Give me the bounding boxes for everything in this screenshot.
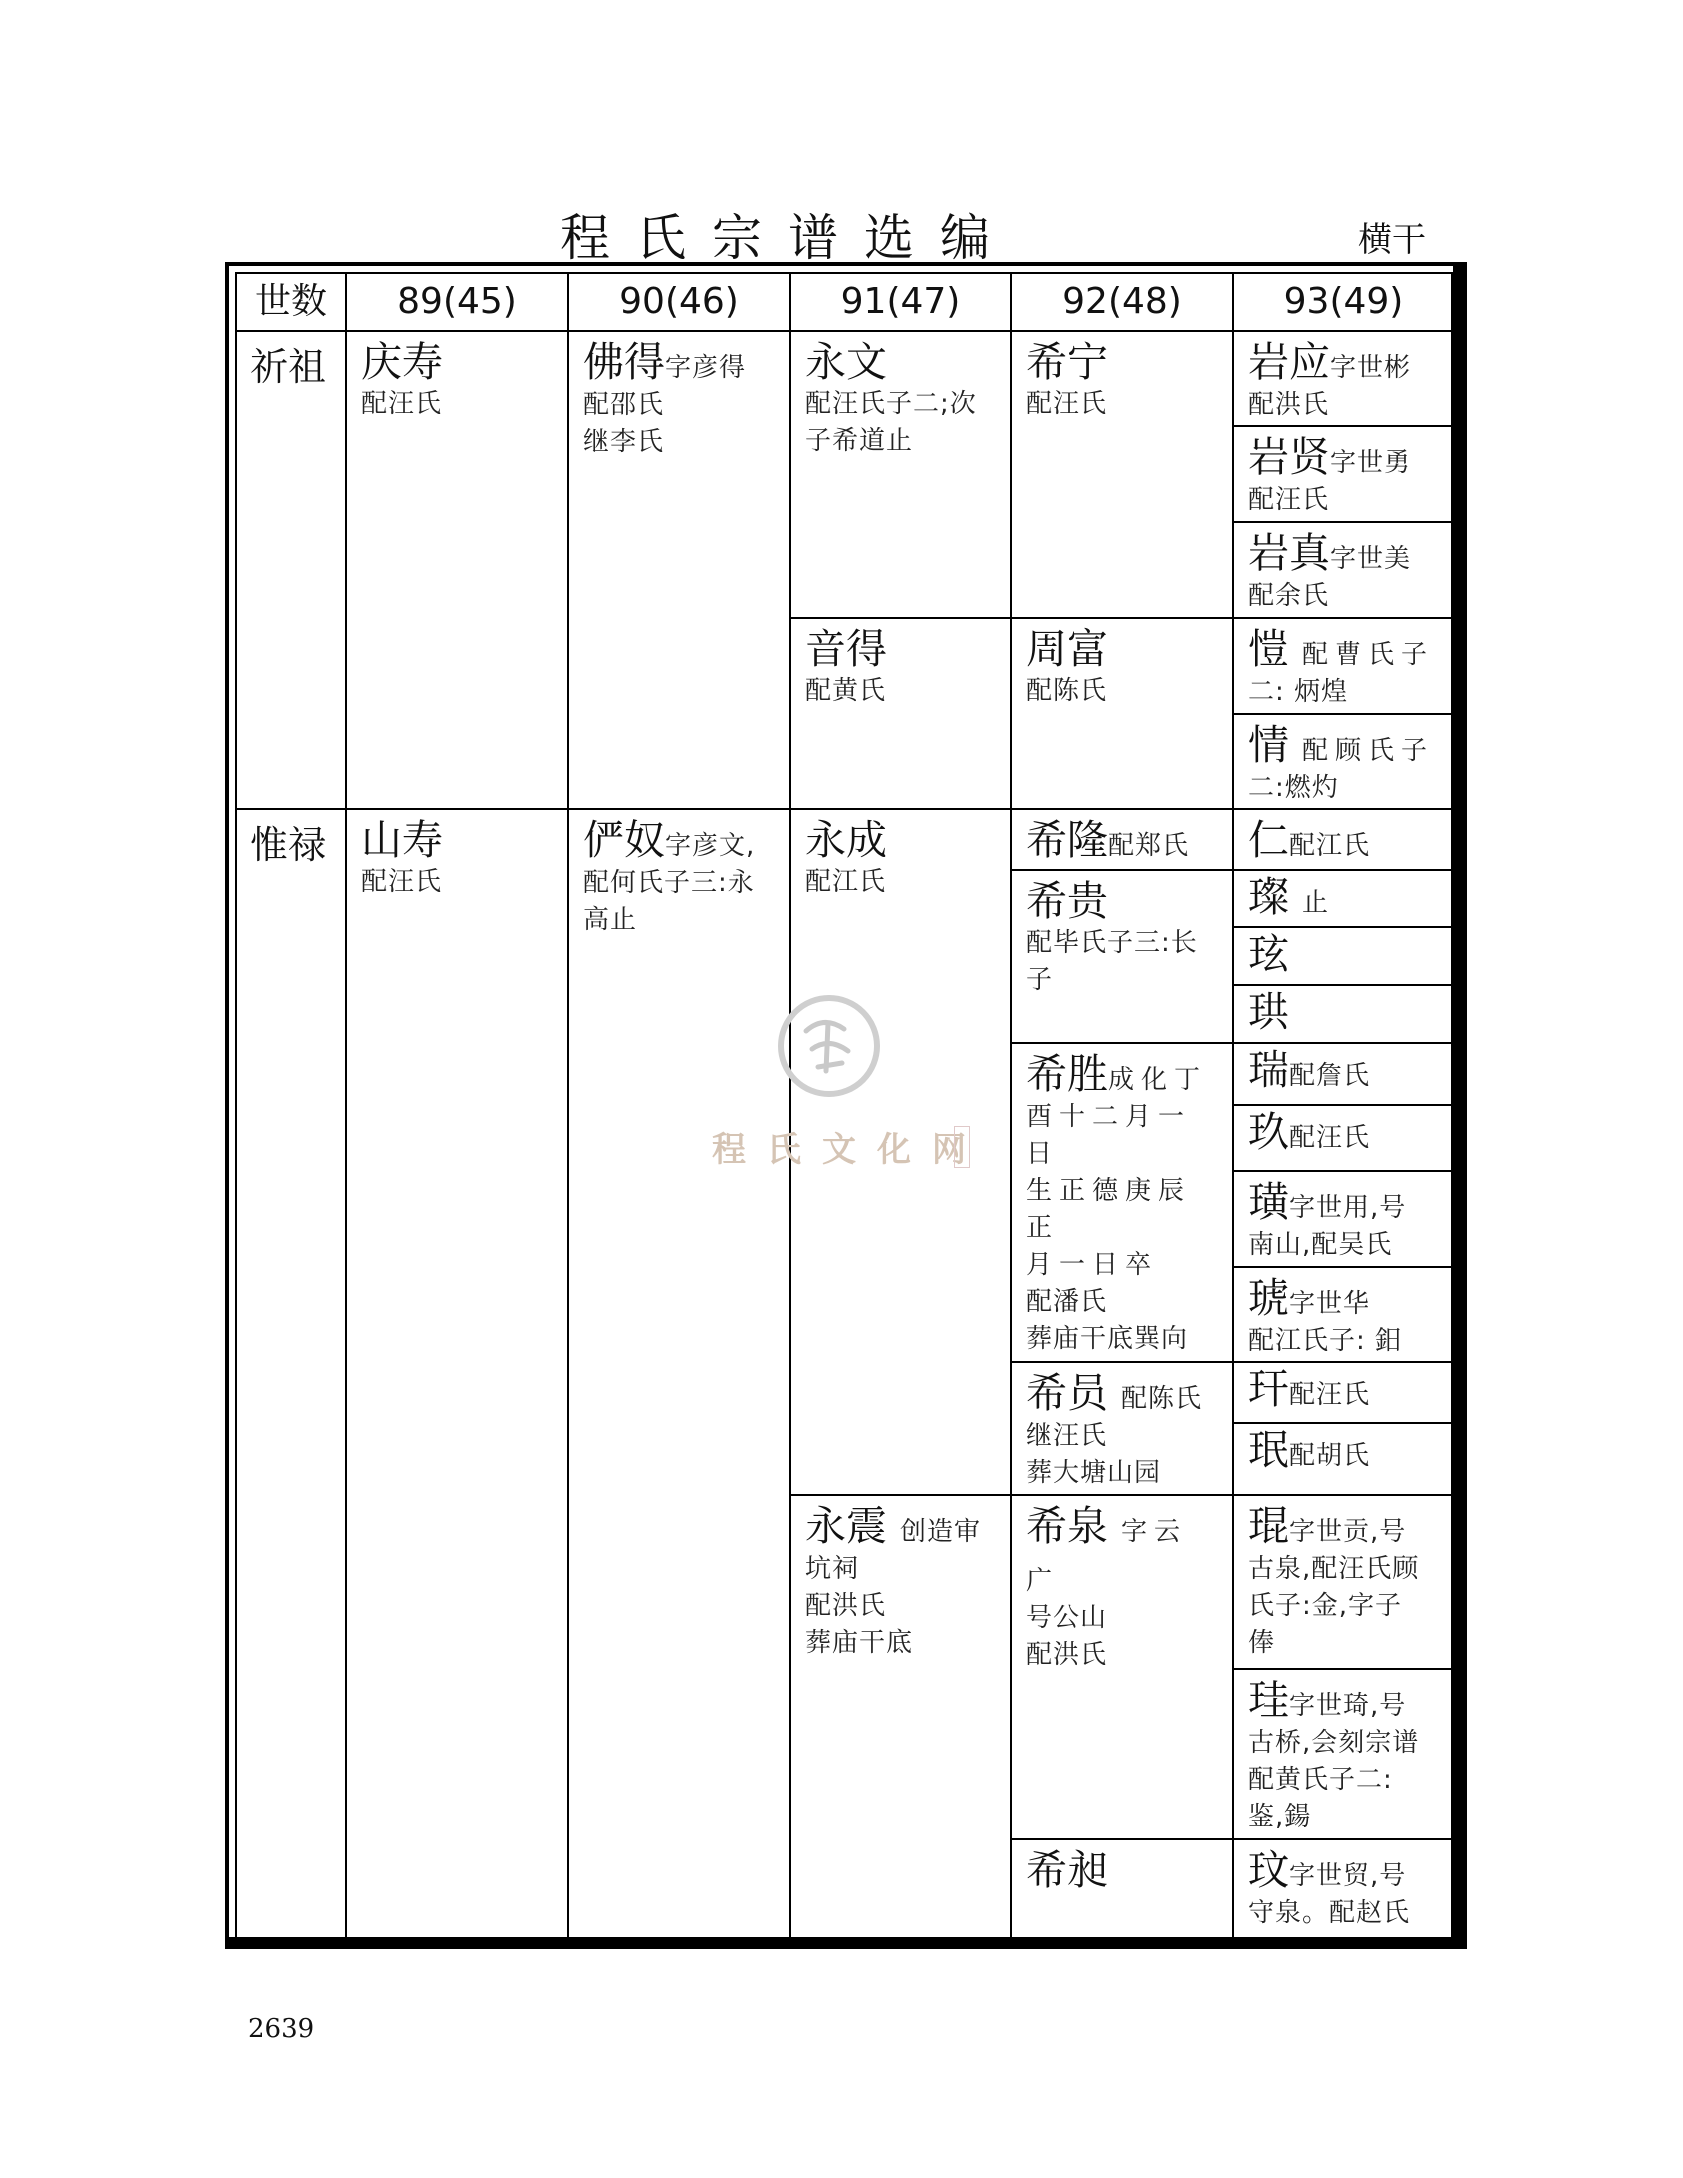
person-note: 继李氏 [583, 427, 665, 457]
person-note: 配黄氏子二: [1248, 1765, 1393, 1795]
person-name: 珪 [1248, 1676, 1289, 1724]
entry-cell [1012, 1044, 1232, 1358]
person-name: 珉 [1248, 1426, 1289, 1474]
person-name: 岩贤 [1248, 433, 1330, 481]
column-divider [345, 272, 347, 1940]
person-note: 字世贸,号 [1289, 1861, 1407, 1891]
column-header: 91(47) [840, 281, 961, 322]
person-note: 配郑氏 [1108, 831, 1190, 861]
person-name: 玹 [1248, 930, 1289, 978]
person-name: 希胜 [1026, 1050, 1108, 1098]
entry-cell [1012, 810, 1232, 865]
person-note: 配潘氏 [1026, 1287, 1108, 1317]
person-note: 字云广 [1026, 1517, 1188, 1596]
entry-cell [1234, 1840, 1453, 1932]
person-note: 配邵氏 [583, 390, 665, 420]
person-note: 配汪氏子二;次 [805, 389, 977, 419]
person-name: 岩应 [1248, 338, 1330, 386]
person-name: 玟 [1248, 1846, 1289, 1894]
person-name: 希泉 [1026, 1502, 1108, 1550]
entry-cell [1234, 1172, 1453, 1264]
person-name: 璜 [1248, 1178, 1289, 1226]
person-name: 琥 [1248, 1274, 1289, 1322]
person-note: 配汪氏 [361, 389, 443, 419]
entry-cell [1012, 619, 1232, 710]
person-note: 俸 [1248, 1628, 1276, 1658]
person-note: 字世勇 [1330, 448, 1412, 478]
person-note: 葬大塘山园 [1026, 1458, 1162, 1488]
person-note: 继汪氏 [1026, 1421, 1108, 1451]
person-name: 岩真 [1248, 529, 1330, 577]
entry-cell [791, 332, 1010, 460]
person-name: 永文 [805, 338, 887, 386]
entry-cell [569, 332, 789, 461]
person-note: 配江氏 [1289, 831, 1371, 861]
person-name: 情 [1248, 721, 1289, 769]
page-number: 2639 [248, 2014, 315, 2044]
entry-cell [1234, 427, 1453, 519]
person-note: 创造审 [900, 1517, 982, 1547]
person-note: 字彦得 [665, 353, 747, 383]
person-name: 希昶 [1026, 1846, 1108, 1894]
person-note: 高止 [583, 905, 638, 935]
entry-cell [1234, 1044, 1453, 1095]
person-name: 周富 [1026, 625, 1108, 673]
person-note: 配汪氏 [1289, 1123, 1371, 1153]
person-note: 配余氏 [1248, 581, 1330, 611]
person-name: 庆寿 [361, 338, 443, 386]
person-note: 配詹氏 [1289, 1061, 1371, 1091]
person-name: 永成 [805, 816, 887, 864]
watermark-seal-icon [778, 995, 880, 1097]
column-divider [789, 272, 791, 1940]
person-note: 配胡氏 [1289, 1441, 1371, 1471]
person-note: 葬庙干底 [805, 1628, 914, 1658]
entry-cell [569, 810, 789, 939]
person-note: 字世琦,号 [1289, 1691, 1407, 1721]
person-note: 鉴,鍚 [1248, 1802, 1312, 1832]
page-title: 程氏宗谱选编 [560, 209, 1016, 267]
entry-cell [347, 332, 567, 423]
person-note: 字彦文, [665, 831, 756, 861]
person-note: 古泉,配汪氏顾 [1248, 1554, 1420, 1584]
region-label: 横干 [1358, 220, 1426, 260]
entry-cell [1234, 523, 1453, 615]
person-note: 守泉。配赵氏 [1248, 1898, 1411, 1928]
entry-cell [1012, 871, 1232, 999]
person-note: 号公山 [1026, 1603, 1108, 1633]
person-note: 配汪氏 [1289, 1380, 1371, 1410]
watermark-stamp-icon [954, 1126, 970, 1168]
person-note: 字世华 [1289, 1289, 1371, 1319]
entry-cell [791, 810, 1010, 901]
entry-cell [1234, 1496, 1453, 1662]
person-note: 配汪氏 [1248, 485, 1330, 515]
person-name: 璨 [1248, 873, 1289, 921]
branch-label: 祈祖 [250, 345, 327, 389]
entry-cell [1012, 1496, 1232, 1674]
person-name: 珙 [1248, 988, 1289, 1036]
entry-cell [1234, 1424, 1453, 1475]
column-header: 93(49) [1283, 281, 1404, 322]
column-header: 世数 [254, 281, 327, 322]
person-name: 俨奴 [583, 816, 665, 864]
person-note: 配陈氏 [1121, 1384, 1203, 1414]
entry-cell [1234, 928, 1453, 978]
entry-cell [1234, 871, 1453, 922]
entry-cell [1012, 332, 1232, 423]
person-note: 配洪氏 [805, 1591, 887, 1621]
person-note: 坑祠 [805, 1554, 860, 1584]
person-name: 希宁 [1026, 338, 1108, 386]
person-note: 字世彬 [1330, 353, 1412, 383]
person-note: 二:燃灼 [1248, 773, 1339, 803]
entry-cell [1012, 1840, 1232, 1894]
person-note: 酉十二月一日 [1026, 1102, 1192, 1169]
person-note: 二: 炳煌 [1248, 677, 1349, 707]
person-note: 南山,配吴氏 [1248, 1230, 1393, 1260]
person-name: 永震 [805, 1502, 887, 1550]
person-note: 葬庙干底巽向 [1026, 1324, 1189, 1354]
entry-cell [1234, 715, 1453, 807]
entry-cell [1234, 332, 1453, 424]
person-note: 成化丁 [1108, 1065, 1208, 1095]
person-name: 佛得 [583, 338, 665, 386]
person-note: 子 [1026, 965, 1054, 995]
person-name: 山寿 [361, 816, 443, 864]
person-note: 配顾氏子 [1302, 736, 1435, 766]
person-name: 玕 [1248, 1365, 1289, 1413]
person-note: 字世用,号 [1289, 1193, 1407, 1223]
person-note: 生正德庚辰正 [1026, 1176, 1192, 1243]
entry-cell [1234, 986, 1453, 1036]
entry-cell [1234, 810, 1453, 865]
column-header: 92(48) [1062, 281, 1182, 322]
person-note: 配陈氏 [1026, 676, 1108, 706]
person-name: 希贵 [1026, 877, 1108, 925]
person-note: 配曹氏子 [1302, 640, 1435, 670]
person-note: 止 [1302, 888, 1330, 918]
entry-cell [1234, 1670, 1453, 1836]
person-name: 玖 [1248, 1108, 1289, 1156]
person-note: 氏子:金,字子 [1248, 1591, 1403, 1621]
person-note: 配江氏子: 鈤 [1248, 1326, 1403, 1356]
person-note: 配毕氏子三:长 [1026, 928, 1198, 958]
person-note: 配江氏 [805, 867, 887, 897]
branch-label: 惟禄 [250, 823, 327, 867]
person-note: 配汪氏 [361, 867, 443, 897]
person-note: 古桥,会刻宗谱 [1248, 1728, 1420, 1758]
entry-cell [1234, 1268, 1453, 1360]
person-note: 字世贡,号 [1289, 1517, 1407, 1547]
person-note: 配何氏子三:永 [583, 868, 755, 898]
entry-cell [1234, 1363, 1453, 1414]
person-name: 瑞 [1248, 1046, 1289, 1094]
person-note: 配洪氏 [1248, 390, 1330, 420]
entry-cell [1012, 1363, 1232, 1492]
person-name: 愷 [1248, 625, 1289, 673]
column-divider [567, 272, 569, 1940]
person-name: 琨 [1248, 1502, 1289, 1550]
person-name: 希员 [1026, 1369, 1108, 1417]
person-name: 仁 [1248, 816, 1289, 864]
column-header: 89(45) [397, 281, 517, 322]
entry-cell [1234, 1106, 1453, 1157]
watermark-text: 程氏文化网 [712, 1130, 987, 1170]
column-header: 90(46) [619, 281, 739, 322]
person-note: 月一日卒 [1026, 1250, 1159, 1280]
person-name: 希隆 [1026, 816, 1108, 864]
person-name: 音得 [805, 625, 887, 673]
person-note: 子希道止 [805, 426, 914, 456]
person-note: 配汪氏 [1026, 389, 1108, 419]
person-note: 配洪氏 [1026, 1640, 1108, 1670]
entry-cell [347, 810, 567, 901]
entry-cell [1234, 619, 1453, 711]
person-note: 字世美 [1330, 544, 1412, 574]
entry-cell [791, 619, 1010, 710]
person-note: 配黄氏 [805, 676, 887, 706]
entry-cell [791, 1496, 1010, 1662]
